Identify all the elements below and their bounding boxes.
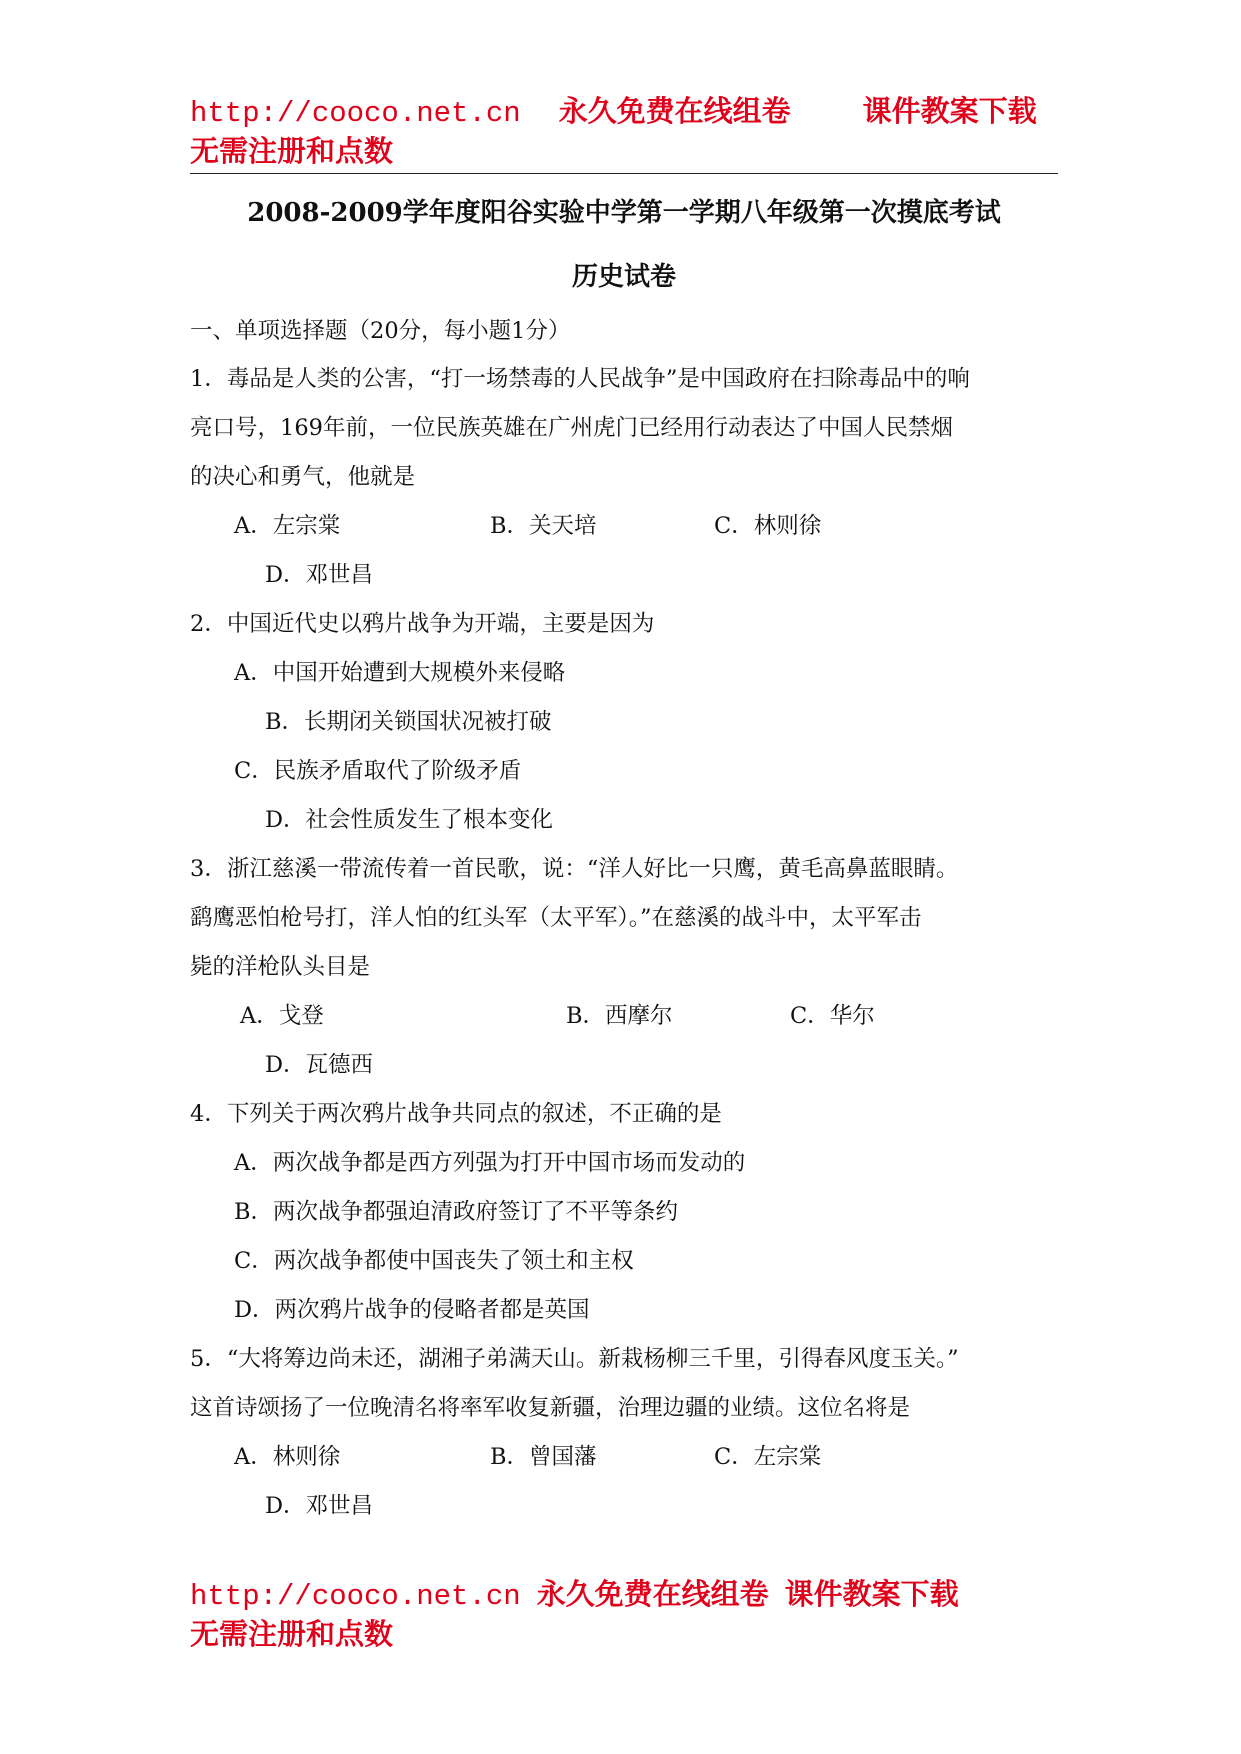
q5-option-b: B．曾国藩 [490,1444,597,1470]
q1-line1: 1．毒品是人类的公害，“打一场禁毒的人民战争”是中国政府在扫除毒品中的响 [190,366,970,392]
bottom-banner-slogan3: 无需注册和点数 [190,1617,394,1651]
q4-line1: 4．下列关于两次鸦片战争共同点的叙述，不正确的是 [190,1101,722,1127]
q5-option-a: A．林则徐 [234,1444,341,1470]
q4-option-b: B．两次战争都强迫清政府签订了不平等条约 [234,1199,679,1225]
q5-option-d: D．邓世昌 [265,1493,374,1519]
q5-option-c: C．左宗棠 [714,1444,822,1470]
q3-line1: 3．浙江慈溪一带流传着一首民歌，说：“洋人好比一只鹰，黄毛高鼻蓝眼睛。 [190,856,959,882]
top-banner-url[interactable]: http://cooco.net.cn [190,97,521,130]
q1-option-c: C．林则徐 [714,513,822,539]
q2-option-d: D．社会性质发生了根本变化 [265,807,554,833]
q3-option-b: B．西摩尔 [566,1003,673,1029]
bottom-banner-line1 [190,1574,959,1617]
top-banner-slogan1: 永久免费在线组卷 [558,94,791,128]
q1-option-a: A．左宗棠 [234,513,341,539]
exam-subtitle: 历史试卷 [571,262,676,292]
top-banner-line1 [190,91,1037,134]
q1-line2: 亮口号，169年前，一位民族英雄在广州虎门已经用行动表达了中国人民禁烟 [190,415,953,441]
q2-option-a: A．中国开始遭到大规模外来侵略 [234,660,566,686]
q4-option-c: C．两次战争都使中国丧失了领土和主权 [234,1248,634,1274]
q4-option-a: A．两次战争都是西方列强为打开中国市场而发动的 [234,1150,746,1176]
q3-option-d: D．瓦德西 [265,1052,374,1078]
q2-option-b: B．长期闭关锁国状况被打破 [265,709,552,735]
top-banner-slogan3: 无需注册和点数 [190,134,394,168]
q1-option-b: B．关天培 [490,513,597,539]
q5-line1: 5．“大将筹边尚未还，湖湘子弟满天山。新栽杨柳三千里，引得春风度玉关。” [190,1346,959,1372]
bottom-banner-slogan2: 课件教案下载 [784,1577,959,1611]
section-heading: 一、单项选择题（20分，每小题1分） [190,318,571,344]
bottom-banner-slogan1: 永久免费在线组卷 [536,1577,769,1611]
q1-option-d: D．邓世昌 [265,562,374,588]
q2-line1: 2．中国近代史以鸦片战争为开端，主要是因为 [190,611,655,637]
bottom-banner-url[interactable]: http://cooco.net.cn [190,1580,521,1613]
q2-option-c: C．民族矛盾取代了阶级矛盾 [234,758,522,784]
q3-line3: 毙的洋枪队头目是 [190,954,371,980]
q5-line2: 这首诗颂扬了一位晚清名将率军收复新疆，治理边疆的业绩。这位名将是 [190,1395,911,1421]
q3-line2: 鹞鹰恶怕枪号打，洋人怕的红头军（太平军）。”在慈溪的战斗中，太平军击 [190,905,922,931]
q1-line3: 的决心和勇气，他就是 [190,464,416,490]
exam-title: 2008-2009学年度阳谷实验中学第一学期八年级第一次摸底考试 [247,198,1001,228]
q3-option-c: C．华尔 [790,1003,875,1029]
top-banner-slogan2: 课件教案下载 [862,94,1037,128]
header-divider [190,173,1058,174]
q3-option-a: A．戈登 [240,1003,324,1029]
q4-option-d: D．两次鸦片战争的侵略者都是英国 [234,1297,590,1323]
